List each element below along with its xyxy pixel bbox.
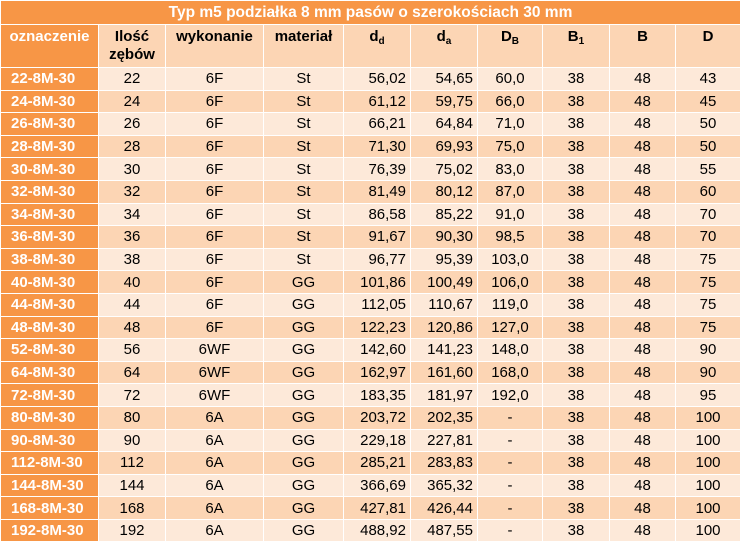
cell-material: GG	[264, 406, 344, 429]
cell-material: GG	[264, 361, 344, 384]
cell-DB: -	[478, 519, 543, 542]
cell-B: 48	[610, 135, 676, 158]
cell-oznaczenie: 40-8M-30	[1, 271, 99, 294]
cell-dd: 183,35	[344, 384, 411, 407]
table-row	[1, 519, 740, 542]
cell-wykonanie: 6A	[166, 406, 264, 429]
table-row	[1, 113, 740, 136]
cell-dd: 427,81	[344, 497, 411, 520]
cell-dd: 112,05	[344, 293, 411, 316]
cell-DB: 91,0	[478, 203, 543, 226]
table-row	[1, 474, 740, 497]
header-B1	[543, 25, 610, 68]
cell-da: 283,83	[411, 452, 478, 475]
header-ilosc-line2: zębów	[109, 46, 155, 63]
cell-B1: 38	[543, 90, 610, 113]
cell-dd: 203,72	[344, 406, 411, 429]
cell-material: GG	[264, 429, 344, 452]
header-B1-main: B	[567, 28, 579, 45]
cell-DB: -	[478, 497, 543, 520]
header-wykonanie: wykonanie	[166, 25, 264, 68]
cell-material: St	[264, 90, 344, 113]
cell-dd: 66,21	[344, 113, 411, 136]
cell-DB: 87,0	[478, 180, 543, 203]
table-row	[1, 226, 740, 249]
header-D: D	[676, 25, 740, 68]
cell-ilosc-zebow: 64	[99, 361, 166, 384]
cell-dd: 96,77	[344, 248, 411, 271]
cell-D: 70	[676, 203, 740, 226]
cell-dd: 488,92	[344, 519, 411, 542]
cell-ilosc-zebow: 90	[99, 429, 166, 452]
cell-B: 48	[610, 474, 676, 497]
cell-dd: 122,23	[344, 316, 411, 339]
cell-material: St	[264, 226, 344, 249]
cell-wykonanie: 6F	[166, 293, 264, 316]
cell-oznaczenie: 64-8M-30	[1, 361, 99, 384]
cell-ilosc-zebow: 80	[99, 406, 166, 429]
cell-material: GG	[264, 293, 344, 316]
cell-wykonanie: 6F	[166, 135, 264, 158]
cell-DB: 127,0	[478, 316, 543, 339]
cell-B: 48	[610, 158, 676, 181]
cell-ilosc-zebow: 26	[99, 113, 166, 136]
table-row	[1, 248, 740, 271]
cell-dd: 162,97	[344, 361, 411, 384]
table-row	[1, 180, 740, 203]
header-dd-main: d	[369, 28, 379, 45]
cell-B: 48	[610, 180, 676, 203]
cell-wykonanie: 6F	[166, 226, 264, 249]
cell-D: 70	[676, 226, 740, 249]
cell-da: 80,12	[411, 180, 478, 203]
cell-D: 100	[676, 429, 740, 452]
table-row	[1, 316, 740, 339]
cell-dd: 81,49	[344, 180, 411, 203]
cell-B1: 38	[543, 113, 610, 136]
cell-B1: 38	[543, 248, 610, 271]
cell-B1: 38	[543, 452, 610, 475]
cell-ilosc-zebow: 144	[99, 474, 166, 497]
cell-B1: 38	[543, 519, 610, 542]
cell-wykonanie: 6A	[166, 497, 264, 520]
cell-D: 75	[676, 316, 740, 339]
cell-dd: 91,67	[344, 226, 411, 249]
cell-DB: 60,0	[478, 68, 543, 91]
header-DB	[478, 25, 543, 68]
cell-da: 110,67	[411, 293, 478, 316]
header-DB-sub: B	[511, 36, 520, 47]
cell-ilosc-zebow: 112	[99, 452, 166, 475]
cell-D: 55	[676, 158, 740, 181]
cell-DB: 75,0	[478, 135, 543, 158]
cell-ilosc-zebow: 38	[99, 248, 166, 271]
cell-B: 48	[610, 339, 676, 362]
cell-material: St	[264, 68, 344, 91]
cell-oznaczenie: 38-8M-30	[1, 248, 99, 271]
cell-ilosc-zebow: 30	[99, 158, 166, 181]
cell-D: 75	[676, 271, 740, 294]
cell-da: 487,55	[411, 519, 478, 542]
cell-dd: 366,69	[344, 474, 411, 497]
cell-ilosc-zebow: 32	[99, 180, 166, 203]
header-da-sub: a	[445, 36, 452, 47]
cell-oznaczenie: 34-8M-30	[1, 203, 99, 226]
cell-wykonanie: 6F	[166, 248, 264, 271]
cell-B: 48	[610, 316, 676, 339]
cell-ilosc-zebow: 192	[99, 519, 166, 542]
cell-oznaczenie: 168-8M-30	[1, 497, 99, 520]
cell-da: 426,44	[411, 497, 478, 520]
cell-wykonanie: 6F	[166, 271, 264, 294]
cell-D: 75	[676, 293, 740, 316]
cell-B1: 38	[543, 180, 610, 203]
cell-wykonanie: 6F	[166, 158, 264, 181]
cell-ilosc-zebow: 168	[99, 497, 166, 520]
cell-oznaczenie: 48-8M-30	[1, 316, 99, 339]
cell-D: 100	[676, 406, 740, 429]
table-row	[1, 406, 740, 429]
cell-ilosc-zebow: 56	[99, 339, 166, 362]
cell-wykonanie: 6A	[166, 519, 264, 542]
cell-DB: 148,0	[478, 339, 543, 362]
cell-wykonanie: 6WF	[166, 361, 264, 384]
cell-oznaczenie: 26-8M-30	[1, 113, 99, 136]
cell-B1: 38	[543, 293, 610, 316]
cell-material: St	[264, 135, 344, 158]
cell-B: 48	[610, 519, 676, 542]
cell-oznaczenie: 72-8M-30	[1, 384, 99, 407]
cell-oznaczenie: 22-8M-30	[1, 68, 99, 91]
cell-da: 85,22	[411, 203, 478, 226]
cell-B: 48	[610, 248, 676, 271]
cell-da: 54,65	[411, 68, 478, 91]
cell-oznaczenie: 112-8M-30	[1, 452, 99, 475]
cell-da: 59,75	[411, 90, 478, 113]
cell-da: 95,39	[411, 248, 478, 271]
header-da	[411, 25, 478, 68]
cell-material: St	[264, 203, 344, 226]
cell-material: GG	[264, 384, 344, 407]
cell-material: GG	[264, 271, 344, 294]
cell-wykonanie: 6A	[166, 429, 264, 452]
cell-B: 48	[610, 226, 676, 249]
cell-DB: 66,0	[478, 90, 543, 113]
cell-material: GG	[264, 519, 344, 542]
cell-wykonanie: 6A	[166, 452, 264, 475]
cell-B1: 38	[543, 158, 610, 181]
cell-dd: 101,86	[344, 271, 411, 294]
cell-DB: 98,5	[478, 226, 543, 249]
header-B: B	[610, 25, 676, 68]
table-row	[1, 293, 740, 316]
cell-D: 60	[676, 180, 740, 203]
cell-B1: 38	[543, 68, 610, 91]
cell-DB: -	[478, 474, 543, 497]
cell-oznaczenie: 30-8M-30	[1, 158, 99, 181]
cell-B: 48	[610, 406, 676, 429]
cell-D: 50	[676, 135, 740, 158]
cell-da: 100,49	[411, 271, 478, 294]
cell-B1: 38	[543, 384, 610, 407]
cell-ilosc-zebow: 36	[99, 226, 166, 249]
cell-ilosc-zebow: 28	[99, 135, 166, 158]
cell-DB: -	[478, 406, 543, 429]
cell-D: 100	[676, 452, 740, 475]
cell-ilosc-zebow: 44	[99, 293, 166, 316]
cell-da: 202,35	[411, 406, 478, 429]
table-row	[1, 384, 740, 407]
cell-D: 100	[676, 497, 740, 520]
cell-oznaczenie: 44-8M-30	[1, 293, 99, 316]
cell-dd: 285,21	[344, 452, 411, 475]
cell-B1: 38	[543, 271, 610, 294]
cell-da: 69,93	[411, 135, 478, 158]
header-dd-sub: d	[378, 36, 385, 47]
cell-ilosc-zebow: 34	[99, 203, 166, 226]
cell-D: 75	[676, 248, 740, 271]
cell-B1: 38	[543, 135, 610, 158]
cell-dd: 76,39	[344, 158, 411, 181]
cell-B: 48	[610, 271, 676, 294]
cell-D: 95	[676, 384, 740, 407]
table-row	[1, 68, 740, 91]
cell-material: GG	[264, 339, 344, 362]
header-dd	[344, 25, 411, 68]
table-row	[1, 135, 740, 158]
cell-wykonanie: 6F	[166, 316, 264, 339]
cell-D: 100	[676, 519, 740, 542]
cell-da: 64,84	[411, 113, 478, 136]
header-B1-sub: 1	[578, 36, 585, 47]
cell-B1: 38	[543, 361, 610, 384]
table-row	[1, 361, 740, 384]
cell-DB: 119,0	[478, 293, 543, 316]
cell-oznaczenie: 192-8M-30	[1, 519, 99, 542]
cell-D: 50	[676, 113, 740, 136]
cell-D: 43	[676, 68, 740, 91]
cell-DB: 168,0	[478, 361, 543, 384]
cell-DB: 103,0	[478, 248, 543, 271]
header-da-main: d	[436, 28, 446, 45]
cell-B: 48	[610, 361, 676, 384]
cell-oznaczenie: 52-8M-30	[1, 339, 99, 362]
cell-B: 48	[610, 90, 676, 113]
cell-D: 100	[676, 474, 740, 497]
cell-B1: 38	[543, 497, 610, 520]
cell-B1: 38	[543, 406, 610, 429]
cell-material: GG	[264, 497, 344, 520]
cell-D: 90	[676, 361, 740, 384]
cell-oznaczenie: 32-8M-30	[1, 180, 99, 203]
header-material: materiał	[264, 25, 344, 68]
cell-B1: 38	[543, 203, 610, 226]
cell-DB: 71,0	[478, 113, 543, 136]
cell-wykonanie: 6WF	[166, 339, 264, 362]
table-row	[1, 429, 740, 452]
cell-wykonanie: 6F	[166, 203, 264, 226]
table-row	[1, 497, 740, 520]
cell-oznaczenie: 36-8M-30	[1, 226, 99, 249]
table-row	[1, 339, 740, 362]
cell-wykonanie: 6F	[166, 113, 264, 136]
cell-da: 227,81	[411, 429, 478, 452]
cell-dd: 229,18	[344, 429, 411, 452]
cell-da: 141,23	[411, 339, 478, 362]
header-ilosc-zebow	[99, 25, 166, 68]
table-body	[1, 68, 740, 542]
cell-wykonanie: 6F	[166, 180, 264, 203]
cell-wykonanie: 6F	[166, 90, 264, 113]
header-row	[1, 25, 740, 68]
cell-oznaczenie: 80-8M-30	[1, 406, 99, 429]
header-ilosc-line1: Ilość	[114, 28, 150, 45]
cell-dd: 86,58	[344, 203, 411, 226]
table-row	[1, 203, 740, 226]
cell-da: 161,60	[411, 361, 478, 384]
cell-material: GG	[264, 452, 344, 475]
header-oznaczenie: oznaczenie	[1, 25, 99, 68]
cell-B: 48	[610, 429, 676, 452]
cell-B1: 38	[543, 316, 610, 339]
cell-B1: 38	[543, 339, 610, 362]
cell-B: 48	[610, 68, 676, 91]
cell-material: GG	[264, 316, 344, 339]
cell-ilosc-zebow: 24	[99, 90, 166, 113]
table-row	[1, 90, 740, 113]
cell-B1: 38	[543, 474, 610, 497]
table-row	[1, 271, 740, 294]
cell-B1: 38	[543, 429, 610, 452]
cell-oznaczenie: 28-8M-30	[1, 135, 99, 158]
cell-da: 181,97	[411, 384, 478, 407]
cell-ilosc-zebow: 72	[99, 384, 166, 407]
cell-oznaczenie: 24-8M-30	[1, 90, 99, 113]
cell-oznaczenie: 144-8M-30	[1, 474, 99, 497]
cell-da: 75,02	[411, 158, 478, 181]
cell-wykonanie: 6F	[166, 68, 264, 91]
cell-DB: -	[478, 429, 543, 452]
cell-dd: 61,12	[344, 90, 411, 113]
cell-wykonanie: 6WF	[166, 384, 264, 407]
cell-da: 120,86	[411, 316, 478, 339]
cell-B: 48	[610, 452, 676, 475]
cell-D: 45	[676, 90, 740, 113]
cell-B: 48	[610, 203, 676, 226]
cell-dd: 56,02	[344, 68, 411, 91]
cell-D: 90	[676, 339, 740, 362]
header-DB-main: D	[500, 28, 512, 45]
cell-B: 48	[610, 497, 676, 520]
cell-material: St	[264, 180, 344, 203]
cell-wykonanie: 6A	[166, 474, 264, 497]
cell-B: 48	[610, 293, 676, 316]
cell-oznaczenie: 90-8M-30	[1, 429, 99, 452]
cell-DB: 83,0	[478, 158, 543, 181]
table-row	[1, 452, 740, 475]
cell-DB: 192,0	[478, 384, 543, 407]
cell-ilosc-zebow: 40	[99, 271, 166, 294]
cell-material: St	[264, 248, 344, 271]
cell-material: GG	[264, 474, 344, 497]
table-row	[1, 158, 740, 181]
cell-DB: -	[478, 452, 543, 475]
cell-material: St	[264, 158, 344, 181]
cell-ilosc-zebow: 48	[99, 316, 166, 339]
cell-B: 48	[610, 113, 676, 136]
table-title: Typ m5 podziałka 8 mm pasów o szerokościach 30 mm	[1, 1, 740, 25]
cell-da: 90,30	[411, 226, 478, 249]
cell-dd: 142,60	[344, 339, 411, 362]
cell-da: 365,32	[411, 474, 478, 497]
cell-B1: 38	[543, 226, 610, 249]
cell-B: 48	[610, 384, 676, 407]
cell-ilosc-zebow: 22	[99, 68, 166, 91]
cell-material: St	[264, 113, 344, 136]
cell-dd: 71,30	[344, 135, 411, 158]
cell-DB: 106,0	[478, 271, 543, 294]
